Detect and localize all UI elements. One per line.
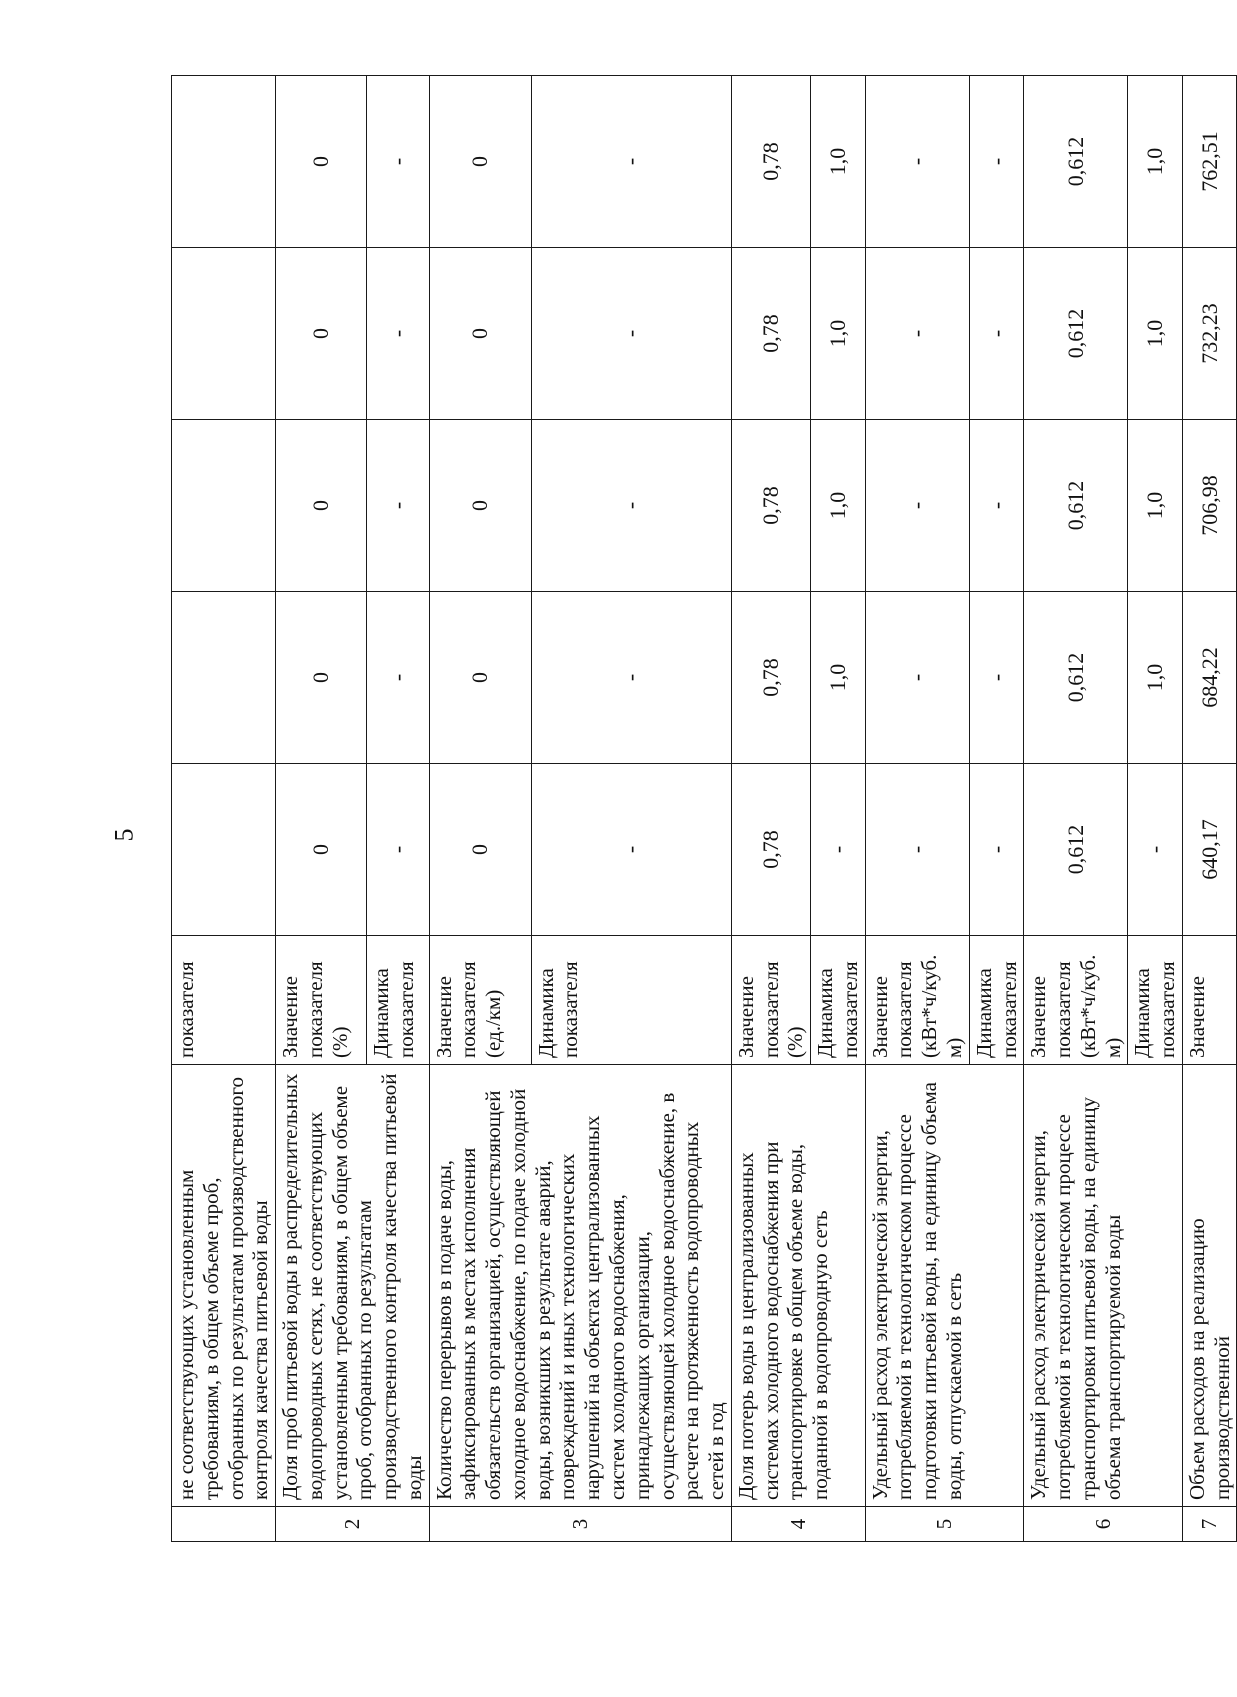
year-value-cell: - <box>531 248 731 420</box>
unit-label-cell: показателя <box>172 936 276 1065</box>
year-value-cell: - <box>367 764 430 936</box>
indicator-name-cell: Количество перерывов в подаче воды, зафиксированных в местах исполнения обязательств организацией, осуществляющей холодное водоснабжение, по подаче холодной воды, возникших в результате аварий, повреждений и иных технологических нарушений на объектах централизованных систем холодного водоснабжения, принадлежащих организации, осуществляющей холодное водоснабжение, в расчете на протяженность водопроводных сетей в год <box>429 1065 731 1507</box>
year-value-cell: 0 <box>429 764 531 936</box>
year-value-cell: 0,78 <box>731 248 810 420</box>
year-value-cell: - <box>1128 764 1183 936</box>
year-value-cell <box>172 420 276 592</box>
unit-label-cell: Динамика показателя <box>969 936 1024 1065</box>
year-value-cell <box>172 764 276 936</box>
table-row <box>429 76 531 1542</box>
unit-label-cell: Динамика показателя <box>531 936 731 1065</box>
year-value-cell: 0,612 <box>1024 764 1128 936</box>
year-value-cell: - <box>969 76 1024 248</box>
year-value-cell: 0,612 <box>1024 592 1128 764</box>
year-value-cell: 1,0 <box>811 592 866 764</box>
year-value-cell: 0,78 <box>731 76 810 248</box>
indicator-name-cell: Доля проб питьевой воды в распределительных водопроводных сетях, не соответствующих установленным требованиям, в общем объеме проб, отобранных по результатам производственного контроля качества питьевой воды <box>276 1065 430 1507</box>
table-row <box>731 76 810 1542</box>
year-value-cell: 0 <box>429 76 531 248</box>
year-value-cell: - <box>367 420 430 592</box>
year-value-cell: - <box>969 248 1024 420</box>
indicators-table <box>171 75 1237 1542</box>
indicator-name-cell: не соответствующих установленным требованиям, в общем объеме проб, отобранных по результатам производственного контроля качества питьевой воды <box>172 1065 276 1507</box>
year-value-cell: 0,78 <box>731 764 810 936</box>
table-row <box>172 76 276 1542</box>
indicator-name-cell: Удельный расход электрической энергии, потребляемой в технологическом процессе транспортировки питьевой воды, на единицу объема транспортируемой воды <box>1024 1065 1183 1507</box>
year-value-cell: 0,78 <box>731 592 810 764</box>
year-value-cell: - <box>531 420 731 592</box>
row-number-cell: 6 <box>1024 1507 1183 1542</box>
unit-label-cell: Значение показателя (кВт*ч/куб. м) <box>865 936 969 1065</box>
year-value-cell: 684,22 <box>1182 592 1237 764</box>
year-value-cell: 1,0 <box>1128 592 1183 764</box>
year-value-cell: 732,23 <box>1182 248 1237 420</box>
row-number-cell: 4 <box>731 1507 865 1542</box>
year-value-cell <box>172 592 276 764</box>
indicator-name-cell: Удельный расход электрической энергии, потребляемой в технологическом процессе подготовки питьевой воды, на единицу объема воды, отпускаемой в сеть <box>865 1065 1024 1507</box>
year-value-cell: 0 <box>429 420 531 592</box>
year-value-cell: - <box>865 248 969 420</box>
year-value-cell: 0,612 <box>1024 76 1128 248</box>
unit-label-cell: Динамика показателя <box>811 936 866 1065</box>
year-value-cell: 1,0 <box>1128 248 1183 420</box>
unit-label-cell: Значение показателя (%) <box>276 936 367 1065</box>
year-value-cell: - <box>969 420 1024 592</box>
year-value-cell: - <box>865 592 969 764</box>
year-value-cell: 0,612 <box>1024 420 1128 592</box>
year-value-cell: - <box>367 248 430 420</box>
year-value-cell: 762,51 <box>1182 76 1237 248</box>
year-value-cell: - <box>367 592 430 764</box>
year-value-cell: 1,0 <box>1128 420 1183 592</box>
year-value-cell: - <box>531 76 731 248</box>
table-row <box>865 76 969 1542</box>
year-value-cell: 1,0 <box>811 248 866 420</box>
year-value-cell: - <box>367 76 430 248</box>
unit-label-cell: Динамика показателя <box>367 936 430 1065</box>
year-value-cell: 1,0 <box>811 76 866 248</box>
row-number-cell: 5 <box>865 1507 1024 1542</box>
year-value-cell: 0,612 <box>1024 248 1128 420</box>
table-row <box>276 76 367 1542</box>
year-value-cell: - <box>865 420 969 592</box>
rotated-table-sheet <box>171 76 1234 1542</box>
year-value-cell: 640,17 <box>1182 764 1237 936</box>
year-value-cell: - <box>969 764 1024 936</box>
year-value-cell: 1,0 <box>811 420 866 592</box>
year-value-cell <box>172 76 276 248</box>
year-value-cell: 0 <box>429 248 531 420</box>
year-value-cell: - <box>865 764 969 936</box>
year-value-cell: 0 <box>276 76 367 248</box>
table-row <box>1024 76 1128 1542</box>
table-row <box>1182 76 1237 1542</box>
year-value-cell: 0 <box>276 764 367 936</box>
year-value-cell: 0 <box>276 248 367 420</box>
indicator-name-cell: Объем расходов на реализацию производственной <box>1182 1065 1237 1507</box>
year-value-cell: - <box>811 764 866 936</box>
unit-label-cell: Значение показателя (ед./км) <box>429 936 531 1065</box>
row-number-cell <box>172 1507 276 1542</box>
row-number-cell: 3 <box>429 1507 731 1542</box>
year-value-cell: 1,0 <box>1128 76 1183 248</box>
unit-label-cell: Значение <box>1182 936 1237 1065</box>
year-value-cell: - <box>969 592 1024 764</box>
year-value-cell: 0 <box>276 420 367 592</box>
year-value-cell <box>172 248 276 420</box>
unit-label-cell: Динамика показателя <box>1128 936 1183 1065</box>
year-value-cell: 0 <box>276 592 367 764</box>
row-number-cell: 7 <box>1182 1507 1237 1542</box>
year-value-cell: - <box>865 76 969 248</box>
year-value-cell: 706,98 <box>1182 420 1237 592</box>
page-number: 5 <box>109 828 139 842</box>
year-value-cell: - <box>531 592 731 764</box>
year-value-cell: 0 <box>429 592 531 764</box>
row-number-cell: 2 <box>276 1507 430 1542</box>
year-value-cell: - <box>531 764 731 936</box>
indicator-name-cell: Доля потерь воды в централизованных системах холодного водоснабжения при транспортировке в общем объеме воды, поданной в водопроводную сеть <box>731 1065 865 1507</box>
unit-label-cell: Значение показателя (%) <box>731 936 810 1065</box>
unit-label-cell: Значение показателя (кВт*ч/куб. м) <box>1024 936 1128 1065</box>
year-value-cell: 0,78 <box>731 420 810 592</box>
